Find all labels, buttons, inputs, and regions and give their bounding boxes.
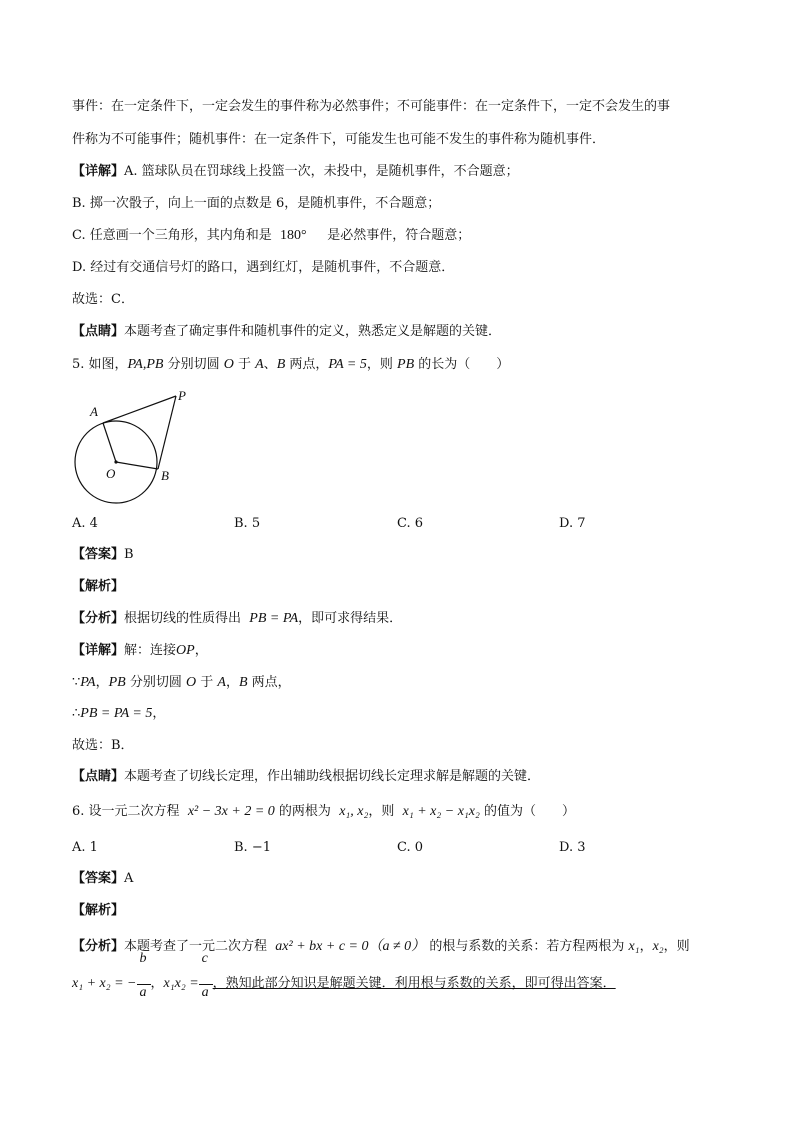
q6-analyze-line-2 [72,950,616,1006]
q6-text-3: 的值为（ ） [479,804,575,819]
because-pa: PA [80,675,96,690]
q4-detail-a [72,163,519,181]
q4-detail-b: B. 掷一次骰子，向上一面的点数是 6，是随机事件，不合题意； [72,196,441,211]
q6-option-c: C. 0 [397,840,424,855]
q5-text-4: 两点， [285,357,329,372]
comment-tag: 【点睛】 [72,769,125,784]
q6-text-2: ，则 [368,804,395,819]
comment-tag: 【点睛】 [72,324,125,339]
q6-stem [72,803,575,821]
q5-choose: 故选：B． [72,738,134,753]
q5-therefore [72,705,165,723]
analyze-pre: 根据切线的性质得出 [124,611,242,626]
detail-pre: 解：连接 [124,643,177,658]
analyze-then: ，则 [663,939,690,954]
therefore-symbol: ∴ [72,706,81,721]
denominator-a: a [139,984,147,1000]
q6-number: 6. 设一元二次方程 [72,804,180,819]
product-formula: x₁x₂ = [163,976,199,991]
q5-comment [72,768,540,786]
q5-option-a: A. 4 [72,516,98,531]
denominator-a: a [201,984,209,1000]
q4-comment [72,323,501,341]
q6-option-d: D. 3 [559,840,586,855]
q6-text-1: 的两根为 [274,804,331,819]
therefore-post: ， [152,706,166,721]
math-roots: x₁, x₂ [339,804,369,819]
q6-analyze-line-1 [72,938,690,956]
tangent-circle-figure [70,386,200,511]
because-o: O [185,675,197,690]
center-point [114,460,117,463]
math-pa-eq: PA = 5 [328,357,367,372]
answer-tag: 【答案】 [72,871,125,886]
because-b: B [238,675,248,690]
analyze-post: ，即可求得结果． [298,611,403,626]
q6-answer [72,870,133,888]
answer-value: B [124,547,134,562]
radius-ob [116,462,158,469]
analyze-tag: 【分析】 [72,939,125,954]
comment-text: 本题考查了确定事件和随机事件的定义，熟悉定义是解题的关键． [124,324,502,339]
answer-tag: 【答案】 [72,547,125,562]
tangent-line-pb [158,396,176,469]
q5-text-2: 于 [233,357,256,372]
therefore-math: PB = PA = 5 [80,706,153,721]
because-text-5: 两点， [247,675,291,690]
q5-text-6: 的长为（ ） [414,357,510,372]
analyze-mid: 的根与系数的关系：若方程两根为 [429,939,625,954]
detail-c-math: 180° [280,228,307,243]
detail-c-post: 是必然事件，符合题意； [327,228,471,243]
analyze-math: PB = PA [249,611,299,626]
definition-line-2: 件称为不可能事件；随机事件：在一定条件下，可能发生也可能不发生的事件称为随机事件． [72,132,606,147]
q6-option-a: A. 1 [72,840,98,855]
math-pb: PB [397,357,415,372]
label-p: P [178,388,186,403]
label-b: B [161,468,169,483]
because-a: A [217,675,226,690]
detail-math: OP [176,643,195,658]
because-symbol: ∵ [72,675,81,690]
math-b: B [276,357,286,372]
math-expression: x₁ + x₂ − x₁x₂ [402,804,480,819]
q6-analysis-tag: 【解析】 [72,903,125,918]
q5-text-5: ，则 [366,357,398,372]
detail-post: ， [194,643,208,658]
q5-option-c: C. 6 [397,516,424,531]
detail-tag: 【详解】 [72,164,125,179]
fraction-b-over-a [137,950,151,1004]
numerator-b: b [139,950,147,966]
q5-text-3: 、 [263,357,277,372]
sum-formula: x₁ + x₂ = − [72,976,137,991]
analyze-equation: ax² + bx + c = 0（a ≠ 0） [275,939,426,954]
q5-number: 5. 如图， [72,357,128,372]
analyze-x1: x₁ [628,939,640,954]
detail-c-pre: C. 任意画一个三角形，其内角和是 [72,228,272,243]
q5-analyze [72,610,402,628]
analyze-comma: ， [639,939,653,954]
tangent-line-pa [103,396,176,423]
q4-detail-c [72,227,470,245]
detail-a-text: A. 篮球队员在罚球线上投篮一次，未投中，是随机事件，不合题意； [124,164,519,179]
math-pa-pb: PA,PB [127,357,164,372]
q5-analysis-tag: 【解析】 [72,579,125,594]
q5-stem [72,356,509,374]
because-text-4: ， [225,675,239,690]
analyze-conclusion: ，熟知此部分知识是解题关键．利用根与系数的关系，即可得出答案． [212,976,616,991]
comment-text: 本题考查了切线长定理，作出辅助线根据切线长定理求解是解题的关键． [124,769,541,784]
answer-value: A [124,871,134,886]
math-equation: x² − 3x + 2 = 0 [187,804,275,819]
detail-tag: 【详解】 [72,643,125,658]
analyze-x2: x₂ [652,939,664,954]
label-a: A [90,404,98,419]
math-o: O [223,357,234,372]
because-pb: PB [108,675,126,690]
q4-detail-d: D. 经过有交通信号灯的路口，遇到红灯，是随机事件，不合题意． [72,260,455,275]
q4-choose: 故选：C． [72,292,134,307]
definition-line-1: 事件：在一定条件下，一定会发生的事件称为必然事件；不可能事件：在一定条件下，一定不会发生的事 [72,99,671,114]
q6-option-b: B. −1 [234,840,271,855]
q5-detail [72,642,208,660]
q5-because [72,674,291,692]
label-o: O [106,466,116,481]
analyze-tag: 【分析】 [72,611,125,626]
analyze-pre: 本题考查了一元二次方程 [124,939,268,954]
math-a: A [255,357,264,372]
radius-oa [103,423,116,462]
because-text-2: 分别切圆 [125,675,186,690]
fraction-c-over-a [199,950,213,1004]
q5-answer [72,546,134,564]
numerator-c: c [201,950,208,966]
q5-option-d: D. 7 [559,516,586,531]
q5-option-b: B. 5 [234,516,261,531]
because-text-3: 于 [196,675,218,690]
separator: ， [150,976,164,991]
because-text-1: ， [95,675,109,690]
q5-text-1: 分别切圆 [163,357,224,372]
